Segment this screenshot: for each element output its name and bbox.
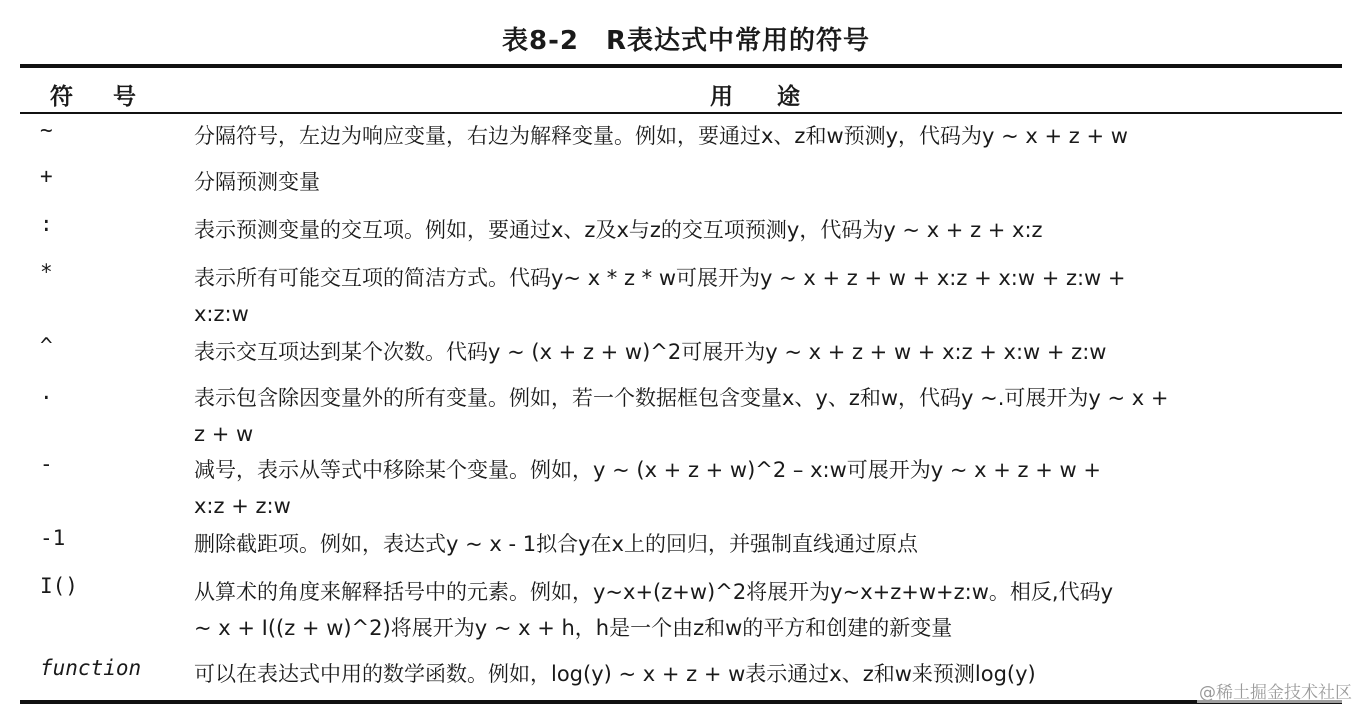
- symbol-cell: .: [40, 380, 53, 404]
- purpose-cell: [194, 260, 1344, 332]
- purpose-cell: [194, 212, 1344, 248]
- header-symbol: 符号: [50, 84, 176, 110]
- symbol-cell: +: [40, 164, 53, 188]
- purpose-line: 表示所有可能交互项的简洁方式。代码y~ x * z * w可展开为y ~ x + z + w + x:z + x:w + z:w +: [194, 266, 1126, 290]
- symbol-cell: -1: [40, 526, 66, 550]
- purpose-line: 减号，表示从等式中移除某个变量。例如，y ~ (x + z + w)^2 – x:w可展开为y ~ x + z + w +: [194, 458, 1101, 482]
- symbol-cell: function: [40, 656, 142, 680]
- purpose-line: ~ x + I((z + w)^2)将展开为y ~ x + h，h是一个由z和w的平方和创建的新变量: [194, 616, 953, 640]
- table-header-rule: [20, 112, 1342, 114]
- watermark: @稀土掘金技术社区: [1197, 678, 1354, 703]
- purpose-line: 可以在表达式中用的数学函数。例如，log(y) ~ x + z + w表示通过x、z和w来预测log(y): [194, 662, 1036, 686]
- purpose-cell: [194, 380, 1344, 452]
- purpose-line: 分隔预测变量: [194, 170, 320, 194]
- purpose-cell: [194, 334, 1344, 370]
- symbol-cell: -: [40, 452, 53, 476]
- symbol-cell: :: [40, 212, 53, 236]
- purpose-line: 表示包含除因变量外的所有变量。例如，若一个数据框包含变量x、y、z和w，代码y ~.可展开为y ~ x +: [194, 386, 1169, 410]
- purpose-cell: [194, 452, 1344, 524]
- symbol-cell: ^: [40, 334, 53, 358]
- purpose-cell: [194, 164, 1344, 200]
- symbol-cell: I(): [40, 574, 78, 598]
- symbol-cell: *: [40, 260, 53, 284]
- purpose-line: 表示预测变量的交互项。例如，要通过x、z及x与z的交互项预测y，代码为y ~ x + z + x:z: [194, 218, 1043, 242]
- purpose-line: x:z:w: [194, 302, 249, 326]
- purpose-line: 表示交互项达到某个次数。代码y ~ (x + z + w)^2可展开为y ~ x + z + w + x:z + x:w + z:w: [194, 340, 1107, 364]
- table-title: 表8-2 R表达式中常用的符号: [502, 26, 870, 56]
- purpose-line: 删除截距项。例如，表达式y ~ x - 1拟合y在x上的回归，并强制直线通过原点: [194, 532, 918, 556]
- purpose-line: 从算术的角度来解释括号中的元素。例如，y~x+(z+w)^2将展开为y~x+z+w+z:w。相反,代码y: [194, 580, 1113, 604]
- purpose-line: z + w: [194, 422, 254, 446]
- purpose-line: 分隔符号，左边为响应变量，右边为解释变量。例如，要通过x、z和w预测y，代码为y ~ x + z + w: [194, 124, 1128, 148]
- header-purpose: 用途: [710, 84, 844, 110]
- table-top-rule: [20, 64, 1342, 68]
- purpose-cell: [194, 574, 1344, 646]
- purpose-cell: [194, 118, 1344, 154]
- purpose-cell: [194, 656, 1344, 692]
- purpose-cell: [194, 526, 1344, 562]
- symbol-cell: ~: [40, 118, 53, 142]
- table-bottom-rule: [20, 700, 1342, 704]
- purpose-line: x:z + z:w: [194, 494, 291, 518]
